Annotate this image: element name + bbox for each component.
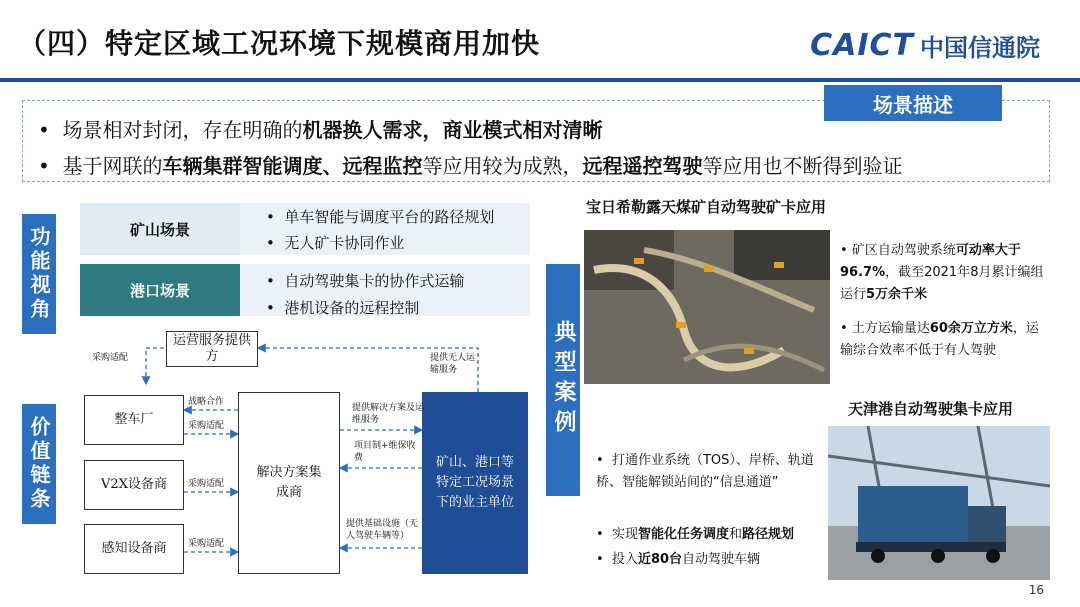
bullet1-text-c: ， <box>422 118 443 142</box>
label-purchase-3: 采购适配 <box>188 539 225 549</box>
port-label: 港口场景 <box>80 264 240 316</box>
sensor-box: 感知设备商 <box>84 524 184 574</box>
label-provide-solution: 提供解决方案及运维服务 <box>352 403 425 425</box>
description-tag: 场景描述 <box>824 85 1002 121</box>
case1-b1-d: 5万余千米 <box>866 287 928 302</box>
bullet-dot: • <box>38 154 63 178</box>
bullet1-bold-b: 机器换人需求 <box>302 118 423 142</box>
port-item-2: • 港机设备的远程控制 <box>266 299 420 317</box>
port-item-2-text: 港机设备的远程控制 <box>284 299 420 317</box>
operator-box: 运营服务提供方 <box>166 331 258 367</box>
case1-b2-c: ，运输综合效率不低于有人驾驶 <box>840 321 1039 358</box>
mine-item-2: • 无人矿卡协同作业 <box>266 234 405 252</box>
page-number: 16 <box>1028 583 1044 597</box>
case1-title: 宝日希勒露天煤矿自动驾驶矿卡应用 <box>586 198 827 216</box>
label-fee: 项目制+维保收费 <box>354 441 416 463</box>
case2-bullet-1: • 打通作业系统（TOS）、岸桥、轨道桥、智能解锁站间的“信息通道” <box>596 453 814 490</box>
label-strategic: 战略合作 <box>188 397 225 407</box>
port-item-1-text: 自动驾驶集卡的协作式运输 <box>284 272 465 290</box>
functional-tag-text: 功能视角 <box>27 226 51 322</box>
port-item-1: • 自动驾驶集卡的协作式运输 <box>266 272 465 290</box>
oem-box: 整车厂 <box>84 395 184 445</box>
cases-tag <box>546 264 580 496</box>
case1-bullet-1: • 矿区自动驾驶系统可动率大于96.7%，截至2021年8月累计编组运行5万余千米 <box>840 243 1044 302</box>
bullet2-bold-b: 车辆集群智能调度 <box>162 154 323 178</box>
mine-item-1: • 单车智能与调度平台的路径规划 <box>266 208 495 226</box>
mine-photo <box>584 230 830 384</box>
label-purchase-1: 采购适配 <box>188 421 225 431</box>
case2-title: 天津港自动驾驶集卡应用 <box>848 400 1014 418</box>
mine-item-1-text: 单车智能与调度平台的路径规划 <box>284 208 495 226</box>
logo-en: CAICT <box>810 28 914 63</box>
page-title: （四）特定区域工况环境下规模商用加快 <box>18 27 541 60</box>
case2-b3-c: 自动驾驶车辆 <box>682 552 761 567</box>
bullet2-text-e: 等应用较为成熟， <box>422 154 583 178</box>
label-infra: 提供基础设施（无人驾驶车辆等） <box>346 519 419 541</box>
case2-b1: 打通作业系统（TOS）、岸桥、轨道桥、智能解锁站间的“信息通道” <box>596 453 814 490</box>
mine-item-2-text: 无人矿卡协同作业 <box>284 234 405 252</box>
case1-b2-a: 土方运输量达 <box>851 321 930 336</box>
case1-b1-b: 可动率大于96.7% <box>840 243 1021 280</box>
cases-tag-text: 典型案例 <box>551 320 576 440</box>
bullet-dot: • <box>38 118 63 142</box>
label-purchase-2: 采购适配 <box>188 479 225 489</box>
port-photo <box>828 426 1050 580</box>
case2-b2-b: 智能化任务调度 <box>637 527 729 542</box>
value-chain-tag-text: 价值链条 <box>27 416 51 512</box>
case2-b2-c: 和 <box>728 527 742 542</box>
case2-b3-a: 投入 <box>611 552 638 567</box>
case1-b2-b: 60余万立方米 <box>929 321 1013 336</box>
case2-bullet-3: • 投入近80台自动驾驶车辆 <box>596 552 761 567</box>
label-purchase-left: 采购适配 <box>92 353 129 363</box>
case1-b1-c: ，截至2021年8月累计编组运行 <box>840 265 1044 302</box>
bullet1-text-a: 场景相对封闭，存在明确的 <box>62 118 303 142</box>
bullet2-bold-d: 远程监控 <box>342 154 423 178</box>
case2-bullet-2: • 实现智能化任务调度和路径规划 <box>596 527 794 542</box>
bullet2-bold-f: 远程遥控驾驶 <box>582 154 703 178</box>
case1-b1-a: 矿区自动驾驶系统 <box>851 243 956 258</box>
case2-b2-a: 实现 <box>611 527 638 542</box>
bullet2-text-g: 等应用也不断得到验证 <box>702 154 903 178</box>
logo-cn: 中国信通院 <box>920 34 1040 62</box>
case2-b3-b: 近80台 <box>637 552 683 567</box>
case2-b2-d: 路径规划 <box>741 527 794 542</box>
case1-bullet-2: • 土方运输量达60余万立方米，运输综合效率不低于有人驾驶 <box>840 321 1039 358</box>
integrator-box: 解决方案集成商 <box>238 392 340 574</box>
owner-box: 矿山、港口等特定工况场景下的业主单位 <box>422 392 528 574</box>
bullet2-text-c: 、 <box>322 154 343 178</box>
mine-label: 矿山场景 <box>80 203 240 255</box>
bullet2-text-a: 基于网联的 <box>62 154 163 178</box>
v2x-box: V2X设备商 <box>84 460 184 510</box>
bullet1-bold-d: 商业模式相对清晰 <box>442 118 603 142</box>
label-provide-unmanned: 提供无人运输服务 <box>430 353 476 375</box>
